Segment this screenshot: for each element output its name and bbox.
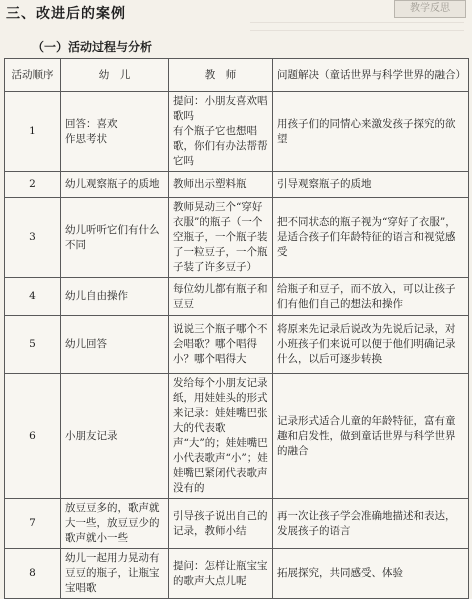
cell-child: 放豆豆多的，歌声就大一些，放豆豆少的歌声就小一些 <box>61 499 169 549</box>
cell-child: 幼儿一起用力晃动有豆豆的瓶子，让瓶宝宝唱歌 <box>61 549 169 599</box>
page-title: 三、改进后的案例 <box>6 6 126 22</box>
cell-teacher: 提问：小朋友喜欢唱歌吗 有个瓶子它也想唱歌，你们有办法帮帮它吗 <box>169 92 273 172</box>
header-solution: 问题解决（童话世界与科学世界的融合） <box>273 59 469 92</box>
cell-order: 8 <box>5 549 61 599</box>
header-order: 活动顺序 <box>5 59 61 92</box>
stamp-label: 教学反思 <box>394 0 466 18</box>
table-row <box>5 172 469 198</box>
cell-order: 5 <box>5 316 61 374</box>
cell-solution: 拓展探究，共同感受、体验 <box>273 549 469 599</box>
cell-teacher: 说说三个瓶子哪个不会唱歌？哪个唱得小？哪个唱得大 <box>169 316 273 374</box>
cell-child: 小朋友记录 <box>61 374 169 499</box>
cell-solution: 给瓶子和豆子，而不放入，可以让孩子们有他们自己的想法和操作 <box>273 278 469 316</box>
cell-order: 3 <box>5 198 61 278</box>
table-row <box>5 92 469 172</box>
cell-order: 7 <box>5 499 61 549</box>
cell-solution: 将原来先记录后说改为先说后记录，对小班孩子们来说可以便于他们明确记录什么，以后可逐步转换 <box>273 316 469 374</box>
table-row <box>5 374 469 499</box>
table-row <box>5 499 469 549</box>
table-row <box>5 198 469 278</box>
cell-order: 4 <box>5 278 61 316</box>
table-row <box>5 549 469 599</box>
table-row <box>5 316 469 374</box>
table-header-row <box>5 59 469 92</box>
cell-teacher: 发给每个小朋友记录纸，用娃娃头的形式来记录：娃娃嘴巴张大的代表歌声“大”的；娃娃嘴巴小代表歌声“小”；娃娃嘴巴紧闭代表歌声没有的 <box>169 374 273 499</box>
cell-child: 幼儿回答 <box>61 316 169 374</box>
cell-teacher: 教师出示塑料瓶 <box>169 172 273 198</box>
header-child: 幼 儿 <box>61 59 169 92</box>
cell-teacher: 提问：怎样让瓶宝宝的歌声大点儿呢 <box>169 549 273 599</box>
cell-teacher: 每位幼儿都有瓶子和豆豆 <box>169 278 273 316</box>
activity-table <box>4 58 469 599</box>
bleed-line <box>250 30 464 31</box>
section-title: （一）活动过程与分析 <box>32 40 153 54</box>
cell-solution: 用孩子们的同情心来激发孩子探究的欲望 <box>273 92 469 172</box>
cell-child: 回答：喜欢 作思考状 <box>61 92 169 172</box>
cell-teacher: 教师晃动三个“穿好衣服”的瓶子（一个空瓶子，一个瓶子装了一粒豆子，一个瓶子装了许多豆子） <box>169 198 273 278</box>
cell-order: 6 <box>5 374 61 499</box>
bleed-line <box>250 22 464 23</box>
activity-table-container <box>4 58 468 599</box>
cell-order: 1 <box>5 92 61 172</box>
cell-child: 幼儿自由操作 <box>61 278 169 316</box>
cell-solution: 引导观察瓶子的质地 <box>273 172 469 198</box>
header-teacher: 教 师 <box>169 59 273 92</box>
cell-child: 幼儿听听它们有什么不同 <box>61 198 169 278</box>
cell-teacher: 引导孩子说出自己的记录，教师小结 <box>169 499 273 549</box>
cell-solution: 再一次让孩子学会准确地描述和表达，发展孩子的语言 <box>273 499 469 549</box>
cell-solution: 记录形式适合儿童的年龄特征，富有童趣和启发性，做到童话世界与科学世界的融合 <box>273 374 469 499</box>
cell-order: 2 <box>5 172 61 198</box>
cell-child: 幼儿观察瓶子的质地 <box>61 172 169 198</box>
table-row <box>5 278 469 316</box>
cell-solution: 把不同状态的瓶子视为“穿好了衣服”，是适合孩子们年龄特征的语言和视觉感受 <box>273 198 469 278</box>
